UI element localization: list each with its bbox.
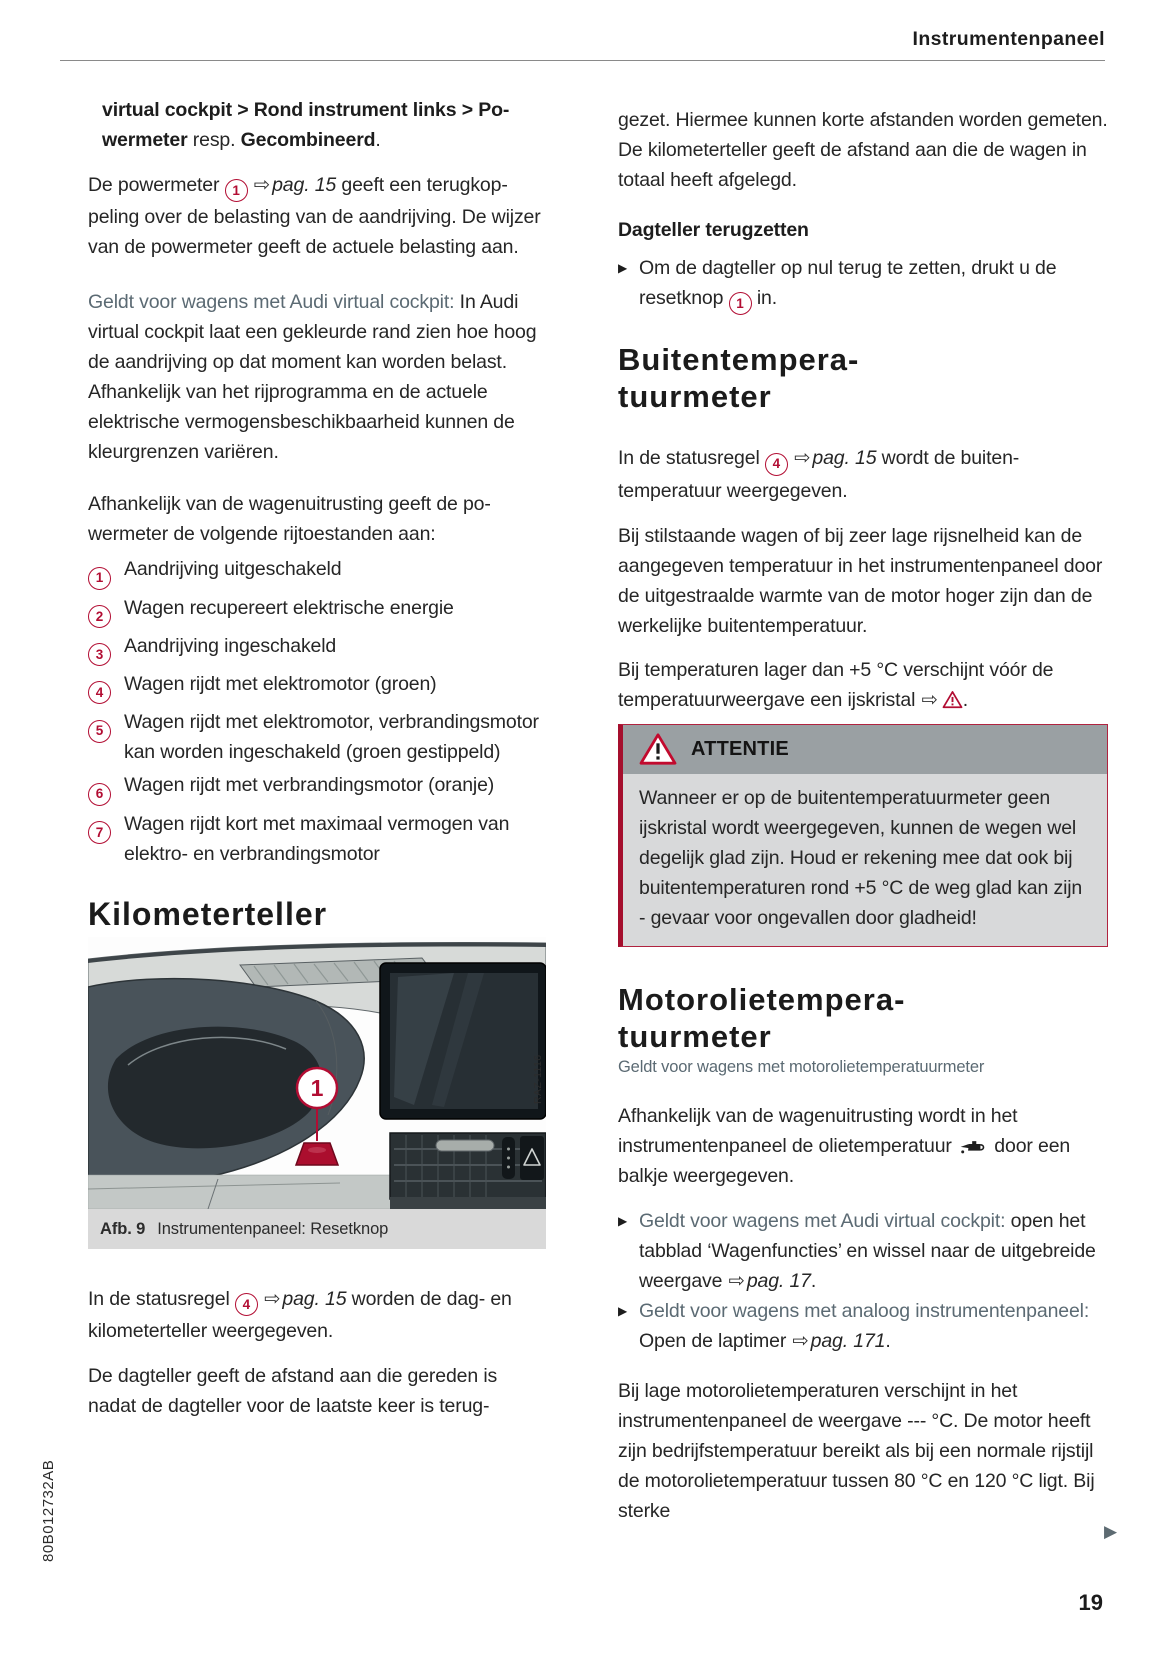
bullet-list xyxy=(618,1206,1108,1356)
left-column xyxy=(88,95,546,1421)
section-heading-motorolietemperatuurmeter: Motorolietempera- tuurmeter xyxy=(618,981,906,1054)
frost-warning-triangle-icon xyxy=(942,690,963,709)
text-run: De powermeter xyxy=(88,174,225,196)
text-run: Bij temperaturen lager dan +5 °C verschijnt vóór de temperatuurweergave een ijskristal xyxy=(618,658,1054,711)
menu-path-item: Powermeter xyxy=(102,99,510,151)
text-run: . xyxy=(885,1329,891,1352)
warning-triangle-icon xyxy=(639,732,677,766)
page-reference-arrow-icon: ⇨ xyxy=(264,1286,281,1310)
paragraph-states-intro: Afhankelijk van de wagenuitrusting geeft de powermeter de volgende rijtoestanden aan: xyxy=(88,493,491,546)
text-run: In de statusregel xyxy=(88,1287,235,1310)
list-item-text: Wagen rijdt met elektromotor, verbrandingsmotor kan worden ingeschakeld (groen gestippeld) xyxy=(124,711,539,764)
document-code: 80B012732AB xyxy=(40,1459,57,1562)
attention-box xyxy=(618,724,1108,947)
attention-header xyxy=(623,725,1107,774)
bullet-triangle-icon: ▶ xyxy=(618,261,628,275)
attention-title: ATTENTIE xyxy=(691,738,789,760)
page-header-title: Instrumentenpaneel xyxy=(912,28,1105,50)
paragraph-status4 xyxy=(618,443,1108,505)
paragraph-gezet: gezet. Hiermee kunnen korte afstanden worden gemeten. De kilometerteller geeft de afstand aan die de wagen in totaal heeft afgelegd. xyxy=(618,109,1108,191)
circled-number-1: 1 xyxy=(88,567,111,590)
page-reference: pag. 15 xyxy=(812,447,877,470)
bullet-item-analoog xyxy=(618,1296,1108,1356)
paragraph-powermeter xyxy=(88,170,546,262)
circled-number-4: 4 xyxy=(88,681,111,704)
page-reference-arrow-icon: ⇨ xyxy=(253,173,271,196)
text-run: Om de dagteller op nul terug te zetten, drukt u de resetknop xyxy=(639,257,1057,309)
circled-number-7: 7 xyxy=(88,821,111,844)
list-item xyxy=(88,707,546,767)
header-rule xyxy=(60,60,1105,61)
list-item xyxy=(88,809,546,869)
circled-number-5: 5 xyxy=(88,720,111,743)
circled-number-1: 1 xyxy=(225,179,248,202)
list-item-text: Wagen rijdt met elektromotor (groen) xyxy=(124,673,437,695)
paragraph-olietemperatuur xyxy=(618,1101,1108,1191)
text-run: in. xyxy=(751,287,777,309)
list-item-text: Wagen rijdt kort met maximaal vermogen van elektro- en verbrandingsmotor xyxy=(124,812,510,865)
text-run: door een balkje weergegeven. xyxy=(618,1134,1071,1187)
text-run: open het tabblad ‘Wagenfuncties’ en wissel naar de uitgebreide weergave xyxy=(639,1209,1096,1292)
section-heading-kilometerteller: Kilometerteller xyxy=(88,895,328,932)
applicability-lead: Geldt voor wagens met analoog instrumentenpaneel: xyxy=(639,1299,1090,1322)
paragraph-lage-temperaturen: Bij lage motorolietemperaturen verschijnt in het instrumentenpaneel de weergave --- °C. De motor heeft zijn bedrijfstemperatuur bereikt als bij een normale rijstijl de motorolietemperatuur tussen 80 °C en 120 °C ligt. Bij sterke xyxy=(618,1379,1095,1522)
page-reference: pag. 15 xyxy=(282,1287,347,1310)
menu-path-resp: resp. xyxy=(187,129,241,151)
page-reference-arrow-icon: ⇨ xyxy=(921,687,938,711)
text-run: In Audi virtual cockpit laat een gekleurde rand zien hoe hoog de aandrijving op dat moment kan worden belast. Afhankelijk van het rijprogramma en de actuele elektrische vermogensbeschikbaarheid kunnen de kleurgrenzen variëren. xyxy=(88,291,537,464)
list-item xyxy=(88,554,546,589)
menu-path-period: . xyxy=(375,129,381,151)
circled-number-4: 4 xyxy=(235,1293,258,1316)
circled-number-4: 4 xyxy=(765,453,788,476)
text-run: geeft een terugkoppeling over de belasting van de aandrijving. De wijzer van de powermeter geeft de actuele belasting aan. xyxy=(88,174,541,259)
figure-caption xyxy=(88,1209,546,1249)
paragraph-dagteller: De dagteller geeft de afstand aan die gereden is nadat de dagteller voor de laatste keer is terug- xyxy=(88,1364,498,1417)
paragraph-stilstaand: Bij stilstaande wagen of bij zeer lage rijsnelheid kan de aangegeven temperatuur in het instrumentenpaneel door de uitgestraalde warmte van de motor hoger zijn dan de werkelijke buitentemperatuur. xyxy=(618,524,1103,637)
text-run: Open de laptimer xyxy=(639,1329,792,1352)
continuation-arrow-icon: ▶ xyxy=(1104,1522,1118,1541)
text-run: . xyxy=(810,1269,817,1292)
section-heading-buitentemperatuurmeter: Buitentempera- tuurmeter xyxy=(618,342,860,415)
page-reference-arrow-icon: ⇨ xyxy=(794,446,811,470)
attention-body: Wanneer er op de buitentemperatuurmeter geen ijskristal wordt weergegeven, kunnen de wegen wel degelijk glad zijn. Houd er rekening mee dat ook bij buitentemperaturen rond +5 °C de weg glad kan zijn - gevaar voor ongevallen door gladheid! xyxy=(623,774,1107,946)
figure-dashboard xyxy=(88,937,546,1249)
bullet-item-reset xyxy=(618,253,1108,315)
bullet-triangle-icon: ▶ xyxy=(618,1303,628,1318)
paragraph-ijskristal xyxy=(618,655,1108,715)
applicability-note: Geldt voor wagens met motorolietemperatuurmeter xyxy=(618,1057,985,1076)
text-run: Afhankelijk van de wagenuitrusting wordt in het instrumentenpaneel de olietemperatuur xyxy=(618,1104,1018,1157)
hazard-button xyxy=(520,1136,544,1180)
applicability-lead: Geldt voor wagens met Audi virtual cockpit: xyxy=(639,1209,1006,1232)
figure-caption-label: Afb. 9 xyxy=(100,1219,146,1238)
menu-path-separator: > xyxy=(456,99,479,121)
circled-number-2: 2 xyxy=(88,605,111,628)
text-run: In de statusregel xyxy=(618,447,765,470)
page-reference: pag. 17 xyxy=(746,1269,811,1292)
circled-number-1: 1 xyxy=(729,292,752,315)
callout-number: 1 xyxy=(310,1074,324,1101)
list-item xyxy=(88,770,546,805)
menu-path-separator: > xyxy=(231,99,254,121)
applicability-lead: Geldt voor wagens met Audi virtual cockpit: xyxy=(88,291,455,314)
bullet-item-virtual-cockpit xyxy=(618,1206,1108,1296)
list-item xyxy=(88,631,546,666)
subheading-dagteller-terugzetten: Dagteller terugzetten xyxy=(618,219,809,241)
list-item-text: Aandrijving ingeschakeld xyxy=(124,634,337,657)
drive-states-list xyxy=(88,554,546,868)
list-item-text: Aandrijving uitgeschakeld xyxy=(124,558,342,581)
bullet-triangle-icon: ▶ xyxy=(618,1213,628,1228)
page-reference: pag. 171 xyxy=(810,1329,886,1352)
figure-caption-text: Instrumentenpaneel: Resetknop xyxy=(157,1219,389,1238)
menu-path-item: Gecombineerd xyxy=(240,129,376,151)
paragraph-virtual-cockpit xyxy=(88,287,546,467)
page-number: 19 xyxy=(1078,1590,1103,1615)
list-item-text: Wagen rijdt met verbrandingsmotor (oranje) xyxy=(124,774,495,797)
paragraph-statusregel xyxy=(88,1284,546,1346)
menu-path-item: virtual cockpit xyxy=(102,99,232,121)
circled-number-6: 6 xyxy=(88,783,111,806)
right-column xyxy=(618,105,1108,1526)
text-run: wordt de buitentemperatuur weergegeven. xyxy=(618,447,1020,502)
menu-path xyxy=(88,95,546,155)
oil-temperature-icon xyxy=(959,1139,987,1154)
text-run: worden de dag- en kilometerteller weergegeven. xyxy=(88,1287,512,1342)
menu-path-item: Rond instrument links xyxy=(253,99,457,121)
list-item xyxy=(88,669,546,704)
text-run: . xyxy=(962,688,969,711)
dashboard-illustration xyxy=(88,937,546,1209)
list-item xyxy=(88,593,546,628)
list-item-text: Wagen recupereert elektrische energie xyxy=(124,596,454,619)
figure-image-code: RAZ-1116 xyxy=(532,1054,544,1104)
reset-knob xyxy=(296,1143,338,1165)
circled-number-3: 3 xyxy=(88,643,111,666)
page-reference: pag. 15 xyxy=(272,174,337,196)
page-reference-arrow-icon: ⇨ xyxy=(792,1328,809,1352)
page-reference-arrow-icon: ⇨ xyxy=(728,1268,745,1292)
